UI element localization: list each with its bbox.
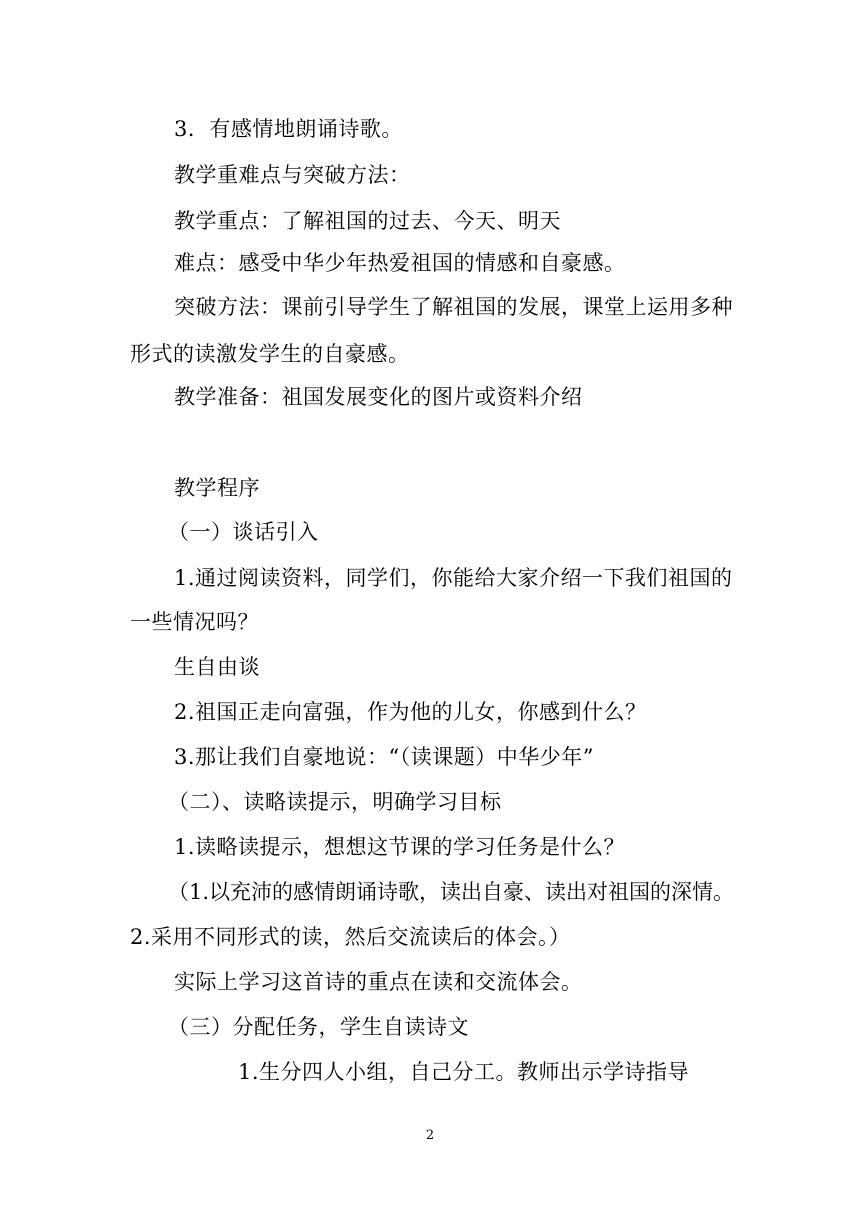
text-line: 1.读略读提示，想想这节课的学习任务是什么？ [174,835,626,859]
text-line: 2.祖国正走向富强，作为他的儿女，你感到什么？ [174,700,647,724]
text-line: 3.那让我们自豪地说：“（读课题）中华少年” [174,745,595,769]
text-line: 2.采用不同形式的读，然后交流读后的体会。） [130,925,571,949]
text-line: 形式的读激发学生的自豪感。 [130,342,410,366]
text-line: 教学重难点与突破方法： [174,163,411,187]
text-line: 难点：感受中华少年热爱祖国的情感和自豪感。 [174,251,626,275]
text-line: 教学重点：了解祖国的过去、今天、明天 [174,209,561,233]
text-line: 1.生分四人小组，自己分工。教师出示学诗指导 [238,1060,690,1084]
text-line: 教学准备：祖国发展变化的图片或资料介绍 [174,385,583,409]
text-line: 实际上学习这首诗的重点在读和交流体会。 [174,970,583,994]
section-heading: （一）谈话引入 [168,520,319,544]
text-line: 生自由谈 [174,655,260,679]
text-line: 1.通过阅读资料，同学们，你能给大家介绍一下我们祖国的 [174,566,733,590]
section-heading: （三）分配任务，学生自读诗文 [168,1015,469,1039]
section-heading: （二）、读略读提示，明确学习目标 [168,790,502,814]
text-line: 3．有感情地朗诵诗歌。 [174,117,403,141]
section-heading: 教学程序 [174,476,260,500]
text-line: 突破方法：课前引导学生了解祖国的发展，课堂上运用多种 [174,295,733,319]
text-line: （1.以充沛的感情朗诵诗歌，读出自豪、读出对祖国的深情。 [168,880,735,904]
page-number: 2 [425,1128,435,1143]
text-line: 一些情况吗？ [130,610,259,634]
